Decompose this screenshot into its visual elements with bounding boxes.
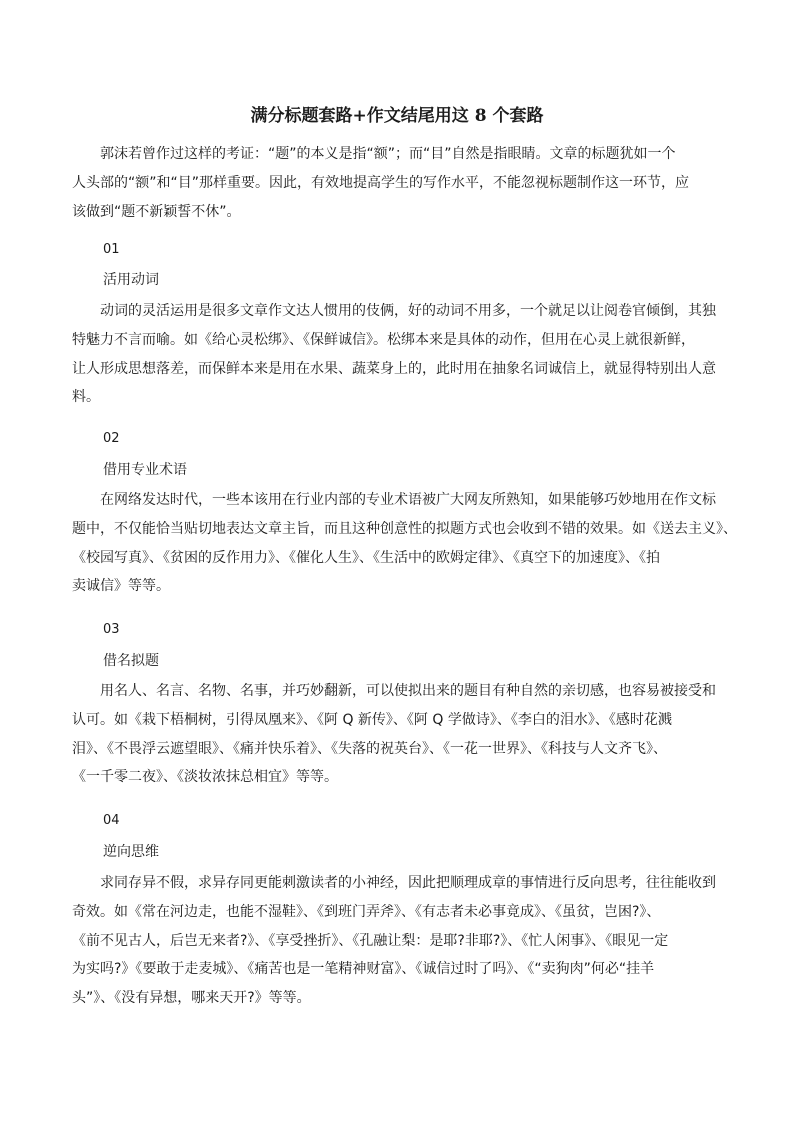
intro-line: 郭沫若曾作过这样的考证：“题”的本义是指“额”；而“目”自然是指眼睛。文章的标题犹如一个 bbox=[72, 146, 676, 162]
intro-line: 该做到“题不新颖誓不休”。 bbox=[72, 203, 241, 220]
section-heading: 借用专业术语 bbox=[103, 462, 187, 478]
paragraph-line: 卖诚信》等等。 bbox=[72, 578, 170, 595]
section-heading: 逆向思维 bbox=[103, 844, 159, 860]
paragraph-line: 求同存异不假，求异存同更能刺激读者的小神经，因此把顺理成章的事情进行反向思考，往往能收到 bbox=[72, 875, 716, 891]
section-number: 02 bbox=[103, 431, 120, 446]
section-paragraph bbox=[72, 869, 722, 1013]
section-number: 01 bbox=[103, 242, 120, 257]
paragraph-line: 特魅力不言而喻。如《给心灵松绑》、《保鲜诚信》。松绑本来是具体的动作，但用在心灵上就很新鲜， bbox=[72, 331, 695, 348]
paragraph-line: 题中，不仅能恰当贴切地表达文章主旨，而且这种创意性的拟题方式也会收到不错的效果。如《送去主义》、 bbox=[72, 520, 737, 537]
intro-line: 人头部的“额”和“目”那样重要。因此，有效地提高学生的写作水平，不能忽视标题制作这一环节，应 bbox=[72, 174, 690, 191]
section-paragraph bbox=[72, 486, 737, 601]
section-number: 03 bbox=[103, 622, 120, 637]
section-heading: 借名拟题 bbox=[103, 653, 159, 669]
document-title: 满分标题套路+作文结尾用这 8 个套路 bbox=[250, 106, 544, 126]
paragraph-line: 用名人、名言、名物、名事，并巧妙翻新，可以使拟出来的题目有种自然的亲切感，也容易被接受和 bbox=[72, 683, 716, 699]
paragraph-line: 泪》、《不畏浮云遮望眼》、《痛并快乐着》、《失落的祝英台》、《一花一世界》、《科技与人文齐飞》、 bbox=[72, 740, 667, 757]
paragraph-line: 动词的灵活运用是很多文章作文达人惯用的伎俩，好的动词不用多，一个就足以让阅卷官倾倒，其独 bbox=[72, 303, 716, 319]
paragraph-line: 《一千零二夜》、《淡妆浓抹总相宜》等等。 bbox=[72, 769, 338, 786]
section-paragraph bbox=[72, 677, 722, 792]
paragraph-line: 认可。如《栽下梧桐树，引得凤凰来》、《阿 Q 新传》、《阿 Q 学做诗》、《李白的泪水》、《感时花溅 bbox=[72, 711, 672, 728]
section-paragraph bbox=[72, 297, 722, 412]
intro-paragraph bbox=[72, 140, 722, 226]
paragraph-line: 头”》、《没有异想，哪来天开?》等等。 bbox=[72, 990, 311, 1007]
section-number: 04 bbox=[103, 813, 120, 828]
paragraph-line: 为实吗?》《要敢于走麦城》、《痛苦也是一笔精神财富》、《诚信过时了吗》、《“卖狗肉”何必“挂羊 bbox=[72, 961, 655, 978]
section-heading: 活用动词 bbox=[103, 272, 159, 288]
paragraph-line: 让人形成思想落差，而保鲜本来是用在水果、蔬菜身上的，此时用在抽象名词诚信上，就显得特别出人意 bbox=[72, 360, 716, 377]
paragraph-line: 《校园写真》、《贫困的反作用力》、《催化人生》、《生活中的欧姆定律》、《真空下的加速度》、《拍 bbox=[72, 549, 660, 566]
paragraph-line: 《前不见古人，后岂无来者?》、《享受挫折》、《孔融让梨：是耶?非耶?》、《忙人闲事》、《眼见一定 bbox=[72, 932, 669, 949]
paragraph-line: 奇效。如《常在河边走，也能不湿鞋》、《到班门弄斧》、《有志者未必事竟成》、《虽贫，岂困?》、 bbox=[72, 903, 661, 920]
paragraph-line: 料。 bbox=[72, 389, 100, 406]
paragraph-line: 在网络发达时代，一些本该用在行业内部的专业术语被广大网友所熟知，如果能够巧妙地用在作文标 bbox=[72, 492, 716, 508]
